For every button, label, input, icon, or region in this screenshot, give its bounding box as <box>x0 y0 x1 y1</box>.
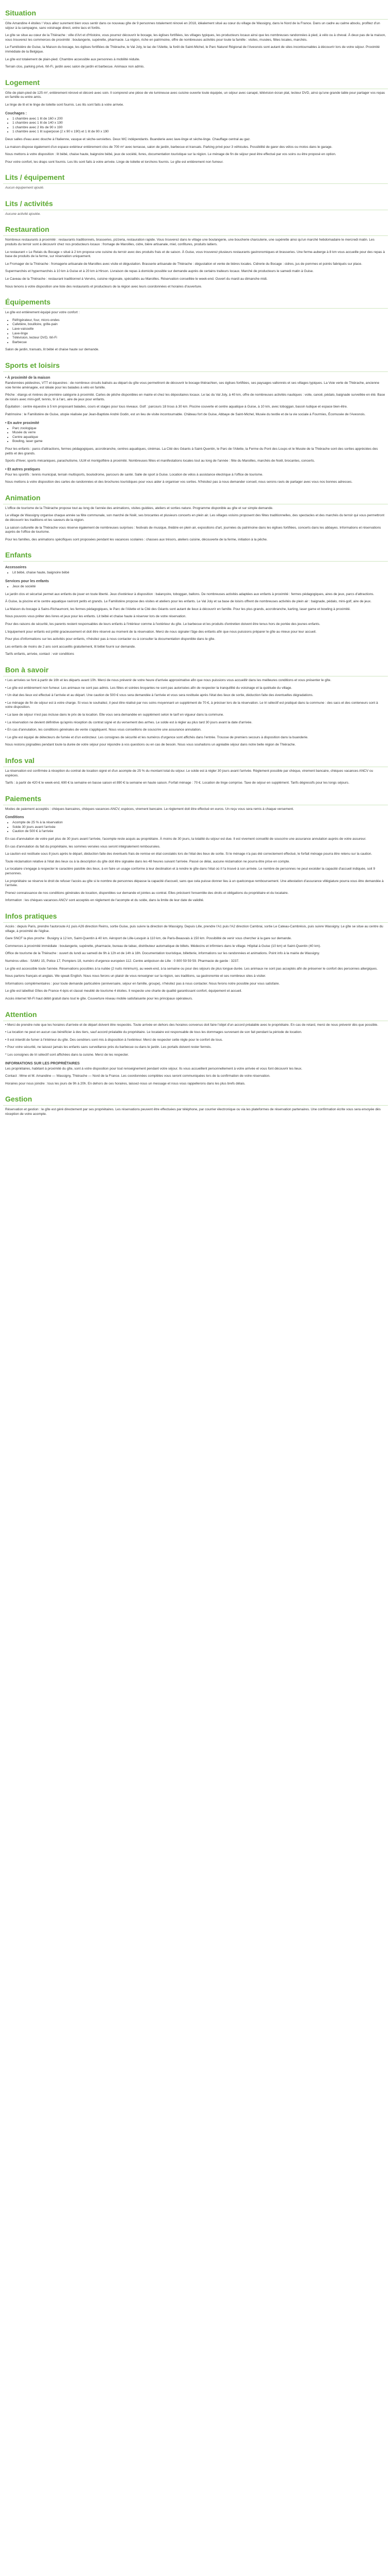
paragraph: Pour les enfants : parcs d'attractions, fermes pédagogiques, accrobranche, centres aquatiques, cinémas. La Cité des Géants à Saint-Quentin, le Parc de l'Ailette, la Ferme du Pont des Loups et le Musée de la Thiérache sont des sorties appréciées des petits et des grands. <box>5 447 378 455</box>
paragraph: En cas d'annulation du fait du propriétaire, les sommes versées vous seront intégralement remboursées. <box>5 844 160 849</box>
section-title: Restauration <box>3 224 388 236</box>
subheading: Conditions <box>5 816 24 820</box>
paragraph: Toute réclamation relative à l'état des lieux ou à la description du gîte doit être signalée dans les 48 heures suivant l'arrivée. Passé ce délai, aucune réclamation ne pourra être prise en compte. <box>5 859 290 863</box>
paragraph: • Le gîte est entièrement non fumeur. Les animaux ne sont pas admis. Les fêtes et soirées bruyantes ne sont pas autorisées afin de respecter la tranquillité du voisinage et la quiétude du village. <box>5 686 292 690</box>
list-item: • Musée du verre <box>12 431 386 435</box>
section-title: Enfants <box>3 549 388 562</box>
list-item: • 1 chambre avec 1 lit superposé (2 x 90 x 190) et 1 lit de 90 x 190 <box>12 130 386 134</box>
list-item: • Lave-vaisselle <box>12 327 386 332</box>
list-item: • Lit bébé, chaise haute, baignoire bébé <box>12 571 386 575</box>
paragraph: Modes de paiement acceptés : chèques bancaires, chèques vacances ANCV, espèces, virement bancaire. Le règlement doit être effectué en euros. Un reçu vous sera remis à chaque versement. <box>5 807 294 811</box>
section-title: Attention <box>3 1009 388 1021</box>
section-title: Sports et loisirs <box>3 360 388 372</box>
paragraph: Pour votre confort, les draps sont fournis. Les lits sont faits à votre arrivée. Linge de toilette et torchons fournis. Le gîte est entièrement non fumeur. <box>5 160 224 164</box>
section-title: Logement <box>3 77 388 89</box>
section-restauration <box>3 224 388 289</box>
paragraph: Le jardin clos et sécurisé permet aux enfants de jouer en toute liberté. Jeux d'extérieur à disposition : balançoire, toboggan, ballons. De nombreuses activités adaptées aux enfants à proximité : fermes pédagogiques, aires de jeux, parcs d'attractions. <box>5 592 374 596</box>
paragraph: Réservation et gestion : le gîte est géré directement par ses propriétaires. Les réservations peuvent être effectuées par téléphone, par courrier électronique ou via les plateformes de réservation partenaires. Une confirmation écrite vous sera envoyée dès réception de votre acompte. <box>5 1108 381 1116</box>
section-body <box>3 1023 388 1087</box>
paragraph: • Pour votre sécurité, ne laissez jamais les enfants sans surveillance près du barbecue ou dans le jardin. Les portails doivent rester fermés. <box>5 1045 212 1049</box>
paragraph: • Les arrivées se font à partir de 16h et les départs avant 10h. Merci de nous prévenir de votre heure d'arrivée approximative afin que nous puissions vous accueillir dans les meilleures conditions et vous présenter le gîte. <box>5 678 332 682</box>
paragraph: Horaires pour nous joindre : tous les jours de 9h à 20h. En dehors de ces horaires, laissez-nous un message et nous vous rappellerons dans les plus brefs délais. <box>5 1081 246 1086</box>
paragraph: Nous pouvons vous prêter des livres et jeux pour les enfants. Lit bébé et chaise haute à réserver lors de votre réservation. <box>5 615 187 619</box>
paragraph: À Guise, la piscine et le centre aquatique raviront petits et grands. Le Familistère propose des visites et ateliers pour les enfants. Le Val Joly et sa base de loisirs offrent de nombreuses activités de plein air : baignade, pédalo, mini-golf, aire de jeux. <box>5 600 372 604</box>
paragraph: Salon de jardin, transats, lit bébé et chaise haute sur demande. <box>5 348 100 352</box>
paragraph: La caution est restituée sous 8 jours après le départ, déduction faite des éventuels frais de remise en état constatés lors de l'état des lieux de sortie. Si le ménage n'a pas été correctement effectué, le forfait ménage pourra être retenu sur la caution. <box>5 852 372 856</box>
list-item: • Acompte de 25 % à la réservation <box>12 821 386 825</box>
paragraph: Les propriétaires, habitant à proximité du gîte, sont à votre disposition pour tout renseignement pendant votre séjour. Ils vous accueillent personnellement à votre arrivée et vous font découvrir les lieux. <box>5 1066 302 1071</box>
section-infos-pratiques <box>3 910 388 1002</box>
paragraph: • Le ménage de fin de séjour est à votre charge. Si vous le souhaitez, il peut être réalisé par nos soins moyennant un supplément de 70 €, à préciser lors de la réservation. Le tri sélectif est pratiqué dans la commune : des sacs et des conteneurs sont à votre disposition. <box>5 701 378 709</box>
paragraph: Contact : Mme et M. Amandine — Wassigny, Thiérache — Nord de la France. Les coordonnées complètes vous seront communiquées lors de la confirmation de votre réservation. <box>5 1074 270 1078</box>
section-body <box>3 311 388 352</box>
paragraph: Accès internet Wi-Fi haut débit gratuit dans tout le gîte. Couverture réseau mobile satisfaisante pour les principaux opérateurs. <box>5 996 193 1001</box>
paragraph: Le gîte se situe au cœur de la Thiérache : ville d'Art et d'Histoire, vous pourrez découvrir le bocage, les églises fortifiées, les villages typiques, les producteurs locaux ainsi que les nombreuses randonnées à pied, à vélo ou à cheval. À deux pas de la maison, vous trouverez les commerces de proximité : boulangerie, supérette, pharmacie. La région, riche en patrimoine, offre de nombreuses activités pour toute la famille : visites, musées, fêtes locales, marchés. <box>5 33 386 42</box>
bullet-list <box>12 571 386 575</box>
paragraph: L'équipement pour enfants est prêté gracieusement et doit être réservé au moment de la réservation. Merci de nous signaler l'âge des enfants afin que nous puissions préparer le gîte au mieux pour leur accueil. <box>5 630 317 634</box>
paragraph: Gare SNCF la plus proche : Busigny à 12 km, Saint-Quentin à 40 km. Aéroport de Lille-Lesquin à 110 km, de Paris-Beauvais à 150 km. Possibilité de venir vous chercher à la gare sur demande. <box>5 937 292 941</box>
section-sports <box>3 360 388 485</box>
section-title: Animation <box>3 492 388 504</box>
section-title: Gestion <box>3 1093 388 1106</box>
paragraph: Le propriétaire se réserve le droit de refuser l'accès au gîte si le nombre de personnes dépasse la capacité d'accueil, sans que cela puisse donner lieu à un quelconque remboursement. Une attestation d'assurance villégiature pourra vous être demandée à l'arrivée. <box>5 879 384 888</box>
list-item: • Réfrigérateur, four, micro-ondes <box>12 318 386 323</box>
paragraph: Les enfants de moins de 2 ans sont accueillis gratuitement, lit bébé fourni sur demande. <box>5 645 136 649</box>
list-item: • Télévision, lecteur DVD, Wi-Fi <box>12 336 386 341</box>
paragraph: • Merci de prendre note que les horaires d'arrivée et de départ doivent être respectés. Toute arrivée en dehors des horaires convenus doit faire l'objet d'un accord préalable avec le propriétaire. En cas de retard, merci de nous prévenir dès que possible. <box>5 1023 379 1027</box>
subheading: Services pour les enfants <box>5 580 49 584</box>
paragraph: Le linge de lit et le linge de toilette sont fournis. Les lits sont faits à votre arrivée. <box>5 103 124 107</box>
section-logement <box>3 77 388 165</box>
paragraph: Le locataire s'engage à respecter le caractère paisible des lieux, à en faire un usage conforme à leur destination et à rendre le gîte dans l'état où il l'a trouvé à son arrivée. Le nombre de personnes ne peut excéder la capacité d'accueil indiquée, soit 9 personnes. <box>5 867 376 876</box>
paragraph: • En cas d'annulation, les conditions générales de vente s'appliquent. Nous vous conseillons de souscrire une assurance annulation. <box>5 728 202 732</box>
paragraph: Pour plus d'informations sur les activités pour enfants, n'hésitez pas à nous contacter ou à consulter la documentation disponible dans le gîte. <box>5 637 216 641</box>
paragraph: Informations complémentaires : pour toute demande particulière (anniversaire, séjour en famille, groupe), n'hésitez pas à nous contacter. Nous ferons notre possible pour vous satisfaire. <box>5 981 280 986</box>
section-body <box>3 186 388 191</box>
bullet-list <box>12 318 386 345</box>
paragraph: Nombreux restaurants à proximité : restaurants traditionnels, brasseries, pizzeria, restauration rapide. Vous trouverez dans le village une boulangerie, une boucherie charcuterie, une supérette ainsi qu'un marché hebdomadaire le mercredi matin. Les produits du terroir sont à découvrir chez nos producteurs locaux : fromage de Maroilles, cidre, bière artisanale, miel, confitures, produits laitiers. <box>5 238 374 247</box>
paragraph: • La location ne peut en aucun cas bénéficier à des tiers, sauf accord préalable du propriétaire. Le locataire est responsable de tous les dommages survenant de son fait pendant la période de location. <box>5 1030 302 1035</box>
paragraph: Le gîte est entièrement équipé pour votre confort : <box>5 311 80 315</box>
section-body <box>3 1108 388 1116</box>
paragraph: • La réservation ne devient définitive qu'après réception du contrat signé et du versement des arrhes. Le solde est à régler au plus tard 30 jours avant la date d'arrivée. <box>5 720 253 724</box>
section-title: Situation <box>3 7 388 20</box>
note-text: Aucune activité ajoutée. <box>5 212 41 216</box>
section-body <box>3 506 388 543</box>
paragraph: Nous mettons à votre disposition : lit bébé, chaise haute, baignoire bébé, jeux de société, livres, documentation touristique sur la région. Le ménage de fin de séjour peut être effectué par vos soins ou être proposé en option. <box>5 152 336 157</box>
paragraph: Pour les familles, des animations spécifiques sont proposées pendant les vacances scolaires : chasses aux trésors, ateliers cuisine, découverte de la ferme, initiation à la pêche. <box>5 537 268 541</box>
paragraph: Tarifs enfants, arrivée, contact : voir conditions <box>5 652 74 656</box>
paragraph: Nous mettons à votre disposition des cartes de randonnées et des brochures touristiques pour vous aider à organiser vos sorties. N'hésitez pas à nous demander conseil, nous serons ravis de partager avec vous nos bonnes adresses. <box>5 480 353 484</box>
list-item: • 1 chambre avec 1 lit de 160 x 200 <box>12 117 386 122</box>
bullet-list <box>12 585 386 589</box>
paragraph: Nous tenons à votre disposition une liste des restaurants et producteurs de la région avec leurs coordonnées et horaires d'ouverture. <box>5 284 202 289</box>
paragraph: Deux salles d'eau avec douche à l'italienne, vasque et sèche-serviettes. Deux WC indépendants. Buanderie avec lave-linge et sèche-linge. Chauffage central au gaz. <box>5 137 251 141</box>
paragraph: Numéros utiles : SAMU 15, Police 17, Pompiers 18, numéro d'urgence européen 112. Centre antipoison de Lille : 0 800 59 59 59. Pharmacie de garde : 3237. <box>5 959 239 963</box>
paragraph: La Maison du bocage à Sains-Richaumont, les fermes pédagogiques, le Parc de l'Ailette et la Cité des Géants sont autant de lieux à découvrir en famille. Pour les plus grands, accrobranche, karting, laser game et bowling à proximité. <box>5 607 351 611</box>
section-paiements <box>3 793 388 903</box>
section-body <box>3 925 388 1002</box>
paragraph: Le gîte est labellisé Gîtes de France 4 épis et classé meublé de tourisme 4 étoiles. Il respecte une charte de qualité garantissant confort, équipement et accueil. <box>5 989 242 993</box>
subheading: • En autre proximité <box>5 421 39 425</box>
paragraph: Information : les chèques vacances ANCV sont acceptés en règlement de l'acompte et du solde, dans la limite de leur date de validité. <box>5 899 204 903</box>
paragraph: Pour les sportifs : tennis municipal, terrain multisports, boulodrome, parcours de santé. Salle de sport à Guise. Location de vélos à assistance électrique à l'office de tourisme. <box>5 472 264 477</box>
paragraph: Randonnées pédestres, VTT et équestres : de nombreux circuits balisés au départ du gîte vous permettront de découvrir le bocage thiérachien, ses églises fortifiées, ses paysages vallonnés et ses villages typiques. La Voie verte de Thiérache, ancienne voie ferrée aménagée, est idéale pour les balades à vélo en famille. <box>5 381 380 389</box>
section-title: Infos val <box>3 755 388 767</box>
section-title: Équipements <box>3 296 388 309</box>
section-infos-val <box>3 755 388 786</box>
list-item: • Cafetière, bouilloire, grille-pain <box>12 323 386 327</box>
section-title: Lits / activités <box>3 198 388 210</box>
section-activites <box>3 198 388 217</box>
paragraph: Le Familistère de Guise, la Maison du bocage, les églises fortifiées de Thiérache, le Val Joly, le lac de l'Ailette, la forêt de Saint-Michel, le Parc Naturel Régional de l'Avesnois sont autant de sites incontournables à découvrir lors de votre séjour. Proximité immédiate de la Belgique. <box>5 45 380 54</box>
section-enfants <box>3 549 388 657</box>
section-title: Lits / équipement <box>3 172 388 184</box>
paragraph: Nous parlons français et anglais. We speak English. Nous nous ferons un plaisir de vous renseigner sur la région, ses traditions, sa gastronomie et ses nombreux sites à visiter. <box>5 974 266 978</box>
paragraph: Commerces à proximité immédiate : boulangerie, supérette, pharmacie, bureau de tabac, distributeur automatique de billets. Médecins et infirmiers dans le village. Hôpital à Guise (10 km) et Saint-Quentin (40 km). <box>5 944 321 948</box>
section-body <box>3 91 388 165</box>
section-gestion <box>3 1093 388 1116</box>
subheading: Couchages : <box>5 111 27 115</box>
paragraph: En cas d'annulation de votre part plus de 30 jours avant l'arrivée, l'acompte reste acquis au propriétaire. À moins de 30 jours, la totalité du séjour est due. Il est vivement conseillé de souscrire une assurance annulation auprès de votre assureur. <box>5 837 366 841</box>
section-title: Bon à savoir <box>3 664 388 676</box>
paragraph: Équitation : centre équestre à 5 km proposant balades, cours et stages pour tous niveaux. Golf : parcours 18 trous à 30 km. Piscine couverte et centre aquatique à Guise, à 10 km, avec toboggan, bassin ludique et espace bien-être. <box>5 405 348 409</box>
list-item: • Barbecue <box>12 341 386 345</box>
paragraph: La maison dispose également d'un espace extérieur entièrement clos de 700 m² avec terrasse, salon de jardin, barbecue et transats. Parking privé pour 3 véhicules. Possibilité de garer des vélos ou motos dans le garage. <box>5 145 333 149</box>
list-item: • Centre aquatique <box>12 435 386 440</box>
paragraph: L'office de tourisme de la Thiérache propose tout au long de l'année des animations, visites guidées, ateliers et sorties nature. Programme disponible au gîte et sur simple demande. <box>5 506 273 510</box>
section-title: Paiements <box>3 793 388 805</box>
list-item: • Caution de 500 € à l'arrivée <box>12 829 386 834</box>
section-body <box>3 769 388 786</box>
section-attention <box>3 1009 388 1087</box>
list-item: • Jeux de société <box>12 585 386 589</box>
section-bon-savoir <box>3 664 388 748</box>
paragraph: Nous restons joignables pendant toute la durée de votre séjour pour répondre à vos questions ou en cas de besoin. Nous vous souhaitons un agréable séjour dans notre belle région de Thiérache. <box>5 743 296 747</box>
paragraph: Le village de Wassigny organise chaque année sa fête communale, son marché de Noël, ses brocantes et plusieurs concerts en plein air. Les villages voisins proposent des fêtes traditionnelles, des spectacles et des marchés du terroir qui vous permettront de découvrir les traditions et les saveurs de la région. <box>5 514 385 522</box>
paragraph: Gîte de plain-pied de 125 m², entièrement rénové et décoré avec soin. Il comprend une pièce de vie lumineuse avec cuisine ouverte toute équipée, un séjour avec canapé, télévision écran plat, lecteur DVD, ainsi qu'une grande table pour partager vos repas en famille ou entre amis. <box>5 91 385 99</box>
subheading: • Et autres pratiques <box>5 467 40 471</box>
bullet-list <box>12 427 386 444</box>
section-body <box>3 22 388 70</box>
paragraph: La réservation est confirmée à réception du contrat de location signé et d'un acompte de 25 % du montant total du séjour. Le solde est à régler 30 jours avant l'arrivée. Règlement possible par chèque, virement bancaire, chèques vacances ANCV ou espèces. <box>5 769 373 777</box>
subheading: Accessoires <box>5 566 27 570</box>
bullet-list <box>12 821 386 834</box>
paragraph: Le Caveau de la Thiérache : restaurant traditionnel à Vervins, cuisine régionale, spécialités au Maroilles. Réservation conseillée le week-end. Ouvert du mardi au dimanche midi. <box>5 277 268 281</box>
section-body <box>3 807 388 903</box>
list-item: • Lave-linge <box>12 332 386 336</box>
section-body <box>3 212 388 217</box>
paragraph: Tarifs : à partir de 420 € le week-end, 690 € la semaine en basse saison et 890 € la semaine en haute saison. Forfait ménage : 70 €. Location de linge comprise. Taxe de séjour en supplément. Tarifs dégressifs pour les longs séjours. <box>5 781 350 785</box>
section-body <box>3 679 388 748</box>
paragraph: Le restaurant « Le Relais du Bocage » situé à 2 km propose une cuisine du terroir avec des produits frais et de saison. À Guise, vous trouverez plusieurs restaurants gastronomiques et brasseries. Une ferme-auberge à 8 km vous accueille pour des repas à base de produits de la ferme, sur réservation uniquement. <box>5 250 385 259</box>
list-item: • Solde 30 jours avant l'arrivée <box>12 825 386 830</box>
page <box>0 7 391 1116</box>
note-text: Aucun équipement ajouté. <box>5 186 44 190</box>
subheading: • À proximité de la maison <box>5 376 51 380</box>
paragraph: Le Fromager de la Thiérache : fromagerie artisanale de Maroilles avec visite et dégustation. Brasserie artisanale de Thiérache : dégustation et vente de bières locales. Cidrerie du Bocage : cidres, jus de pommes et poirés fabriqués sur place. <box>5 262 363 266</box>
paragraph: Prenez connaissance de nos conditions générales de location, disponibles sur demande et jointes au contrat. Elles précisent l'ensemble des droits et obligations du propriétaire et du locataire. <box>5 891 289 895</box>
paragraph: Patrimoine : le Familistère de Guise, utopie réalisée par Jean-Baptiste André Godin, est un lieu de visite incontournable. Château fort de Guise, Abbaye de Saint-Michel, Musée du textile et de la vie sociale à Fourmies, Écomusée de l'Avesnois. <box>5 412 366 416</box>
paragraph: Office de tourisme de la Thiérache : ouvert du lundi au samedi de 9h à 12h et de 14h à 18h. Documentation touristique, billetterie, informations sur les randonnées et animations. Point info à la mairie de Wassigny. <box>5 952 320 956</box>
paragraph: Pêche : étangs et rivières de première catégorie à proximité. Cartes de pêche disponibles en mairie et chez les dépositaires locaux. Le lac du Val Joly, à 40 km, offre de nombreuses activités nautiques : voile, canoë, pédalo, baignade surveillée en été. Base de loisirs avec mini-golf, tennis, tir à l'arc, aire de jeux pour enfants. <box>5 393 385 401</box>
paragraph: Sports d'hiver, sports mécaniques, parachutisme, ULM et montgolfière à proximité. Nombreuses fêtes et manifestations locales tout au long de l'année : fête du Maroilles, marchés de Noël, brocantes, concerts. <box>5 459 315 463</box>
section-lits <box>3 172 388 191</box>
bullet-list <box>12 117 386 134</box>
paragraph: * Les consignes de tri sélectif sont affichées dans la cuisine. Merci de les respecter. <box>5 1053 129 1057</box>
paragraph: Pour des raisons de sécurité, les parents restent responsables de leurs enfants à l'intérieur comme à l'extérieur du gîte. Le barbecue et les produits d'entretien doivent être tenus hors de portée des jeunes enfants. <box>5 622 320 626</box>
paragraph: Terrain clos, parking privé, Wi-Fi, jardin avec salon de jardin et barbecue. Animaux non admis. <box>5 65 145 69</box>
subheading: INFORMATIONS SUR LES PROPRIÉTAIRES <box>5 1061 80 1065</box>
paragraph: Supermarchés et hypermarchés à 10 km à Guise et à 20 km à Hirson. Livraison de repas à domicile possible sur demande auprès de certains traiteurs locaux. Marché de producteurs le samedi matin à Guise. <box>5 269 314 274</box>
list-item: • 1 chambre avec 1 lit de 140 x 190 <box>12 121 386 126</box>
paragraph: • Il est interdit de fumer à l'intérieur du gîte. Des cendriers sont mis à disposition à l'extérieur. Merci de respecter cette règle pour le confort de tous. <box>5 1038 223 1042</box>
list-item: • 1 chambre avec 2 lits de 90 x 190 <box>12 126 386 130</box>
section-body <box>3 566 388 657</box>
paragraph: • La taxe de séjour n'est pas incluse dans le prix de la location. Elle vous sera demandée en supplément selon le tarif en vigueur dans la commune. <box>5 713 224 717</box>
section-equipements <box>3 296 388 352</box>
paragraph: La saison culturelle de la Thiérache vous réserve également de nombreuses surprises : festivals de musique, théâtre en plein air, expositions d'art, journées du patrimoine dans les églises fortifiées, concerts dans les abbayes. Informations et réservations auprès de l'office de tourisme. <box>5 526 381 534</box>
list-item: • Parc zoologique <box>12 427 386 431</box>
section-title: Infos pratiques <box>3 910 388 923</box>
list-item: • Bowling, laser game <box>12 439 386 444</box>
paragraph: • Un état des lieux est effectué à l'arrivée et au départ. Une caution de 500 € vous sera demandée à l'arrivée et vous sera restituée après l'état des lieux de sortie, déduction faite des éventuelles dégradations. <box>5 693 314 698</box>
section-animation <box>3 492 388 543</box>
section-body <box>3 238 388 289</box>
paragraph: Le gîte est accessible toute l'année. Réservations possibles à la nuitée (2 nuits minimum), au week-end, à la semaine ou pour des séjours de plus longue durée. Les animaux ne sont pas acceptés afin de préserver le confort des personnes allergiques. <box>5 967 378 971</box>
paragraph: Gîte Amandine 4 étoiles ! Vous allez surement bien vous sentir dans ce nouveau gîte de 9 personnes totalement rénové en 2018, idéalement situé au cœur du village de Wassigny, dans le Nord de la France. Dans un cadre au calme absolu, profitez d'un séjour à la campagne, sans voisinage direct, entre lacs et forêts. <box>5 22 380 30</box>
section-situation <box>3 7 388 70</box>
paragraph: • Le gîte est équipé de détecteurs de fumée et d'un extincteur. Les consignes de sécurité et les numéros d'urgence sont affichés dans l'entrée. Trousse de premiers secours à disposition dans la buanderie. <box>5 735 308 739</box>
section-body <box>3 376 388 485</box>
paragraph: Le gîte est totalement de plain-pied. Chambre accessible aux personnes à mobilité réduite. <box>5 57 140 61</box>
paragraph: Accès : depuis Paris, prendre l'autoroute A1 puis A26 direction Reims, sortie Guise, puis suivre la direction de Wassigny. Depuis Lille, prendre l'A1 puis l'A2 direction Cambrai, sortie Le Cateau-Cambrésis, puis suivre Wassigny. Le gîte se situe au centre du village, à proximité de l'église. <box>5 925 383 933</box>
